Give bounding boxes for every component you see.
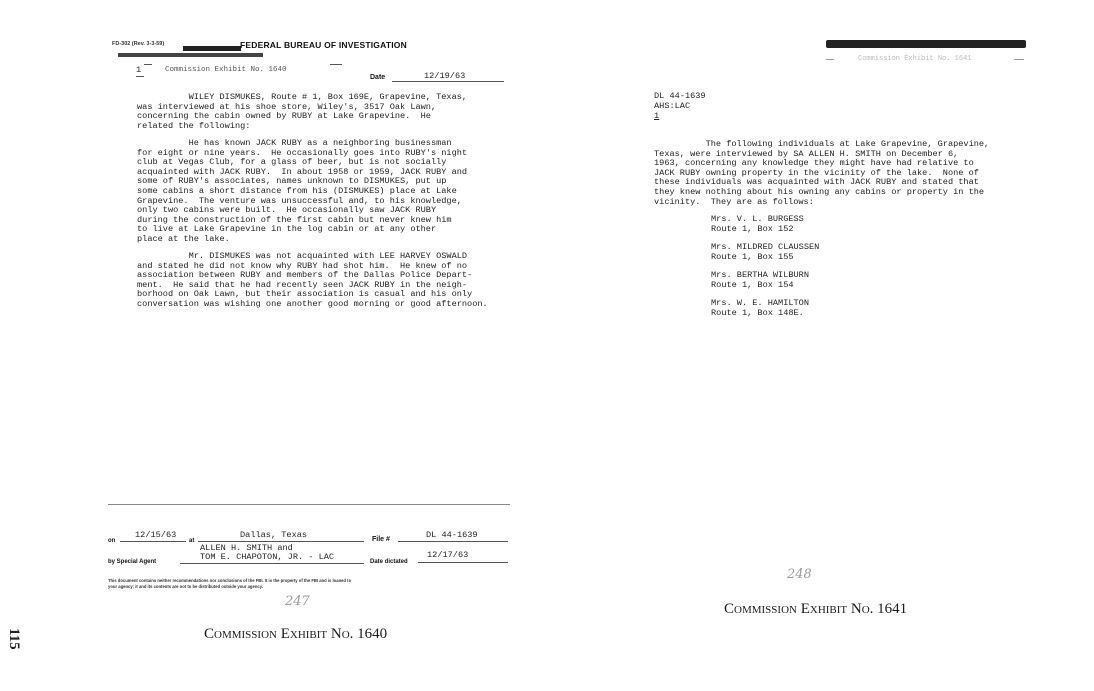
agent-label: by Special Agent — [108, 559, 157, 565]
paragraph-intro: WILEY DISMUKES, Route # 1, Box 169E, Grapevine, Texas, was interviewed at his shoe store, Wiley's, 3517 Oak Lawn, concerning the cabin owned by RUBY at Lake Grapevine. He related the following: — [137, 92, 468, 131]
dash-mark — [144, 64, 152, 65]
paragraph-oswald: Mr. DISMUKES was not acquainted with LEE HARVEY OSWALD and stated he did not know why RUBY had shot him. He knew of no association between RUBY and members of the Dallas Police Depart- ment. He said that he had recently seen JACK RUBY in the neigh- borhood on Oak Lawn, but their association is casual and his only conversation was wishing one another good morning or good afternoon. — [137, 251, 488, 309]
person-address: Route 1, Box 155 — [711, 252, 794, 262]
exhibit-mark: 1 — [136, 65, 142, 75]
initials-reference: AHS:LAC — [654, 101, 691, 111]
on-label: on — [108, 538, 116, 544]
file-label: File # — [372, 536, 390, 543]
agent-line-1: ALLEN H. SMITH and — [200, 543, 293, 553]
dictated-label: Date dictated — [370, 559, 408, 565]
exhibit-caption: Commission Exhibit No. 1641 — [724, 601, 908, 617]
underline — [198, 541, 364, 542]
date-underline — [392, 81, 504, 82]
person-name: Mrs. BERTHA WILBURN — [711, 270, 809, 280]
notice-line-1: This document contains neither recommendations nor conclusions of the FBI. It is the property of the FBI and is loaned to — [108, 578, 352, 583]
file-reference: DL 44-1639 — [654, 91, 706, 101]
form-code: FD-302 (Rev. 3-3-59) — [112, 41, 165, 47]
dash-mark — [826, 59, 834, 60]
file-value: DL 44-1639 — [426, 530, 478, 540]
on-value: 12/15/63 — [135, 530, 177, 540]
at-label: at — [189, 538, 195, 544]
person-name: Mrs. V. L. BURGESS — [711, 214, 804, 224]
page-number: 115 — [6, 628, 22, 650]
handwritten-page-number: 248 — [787, 567, 812, 582]
redaction-bar — [118, 53, 263, 57]
page-reference: 1 — [654, 111, 660, 121]
at-value: Dallas, Texas — [240, 530, 308, 540]
notice-line-2: your agency; it and its contents are not to be distributed outside your agency. — [108, 584, 263, 589]
paragraph-interviews: The following individuals at Lake Grapevine, Grapevine, Texas, were interviewed by SA ALLEN H. SMITH on December 6, 1963, concerning any knowledge they might have had relative to JACK RUBY owning property in the vicinity of the lake. None of these individuals was acquainted with JACK RUBY and stated that they knew nothing about his owning any cabins or property in the vicinity. They are as follows: — [654, 139, 990, 207]
exhibit-caption: Commission Exhibit No. 1640 — [204, 626, 388, 642]
dash-mark — [330, 64, 342, 65]
date-value: 12/19/63 — [424, 71, 466, 81]
person-name: Mrs. MILDRED CLAUSSEN — [711, 242, 820, 252]
person-address: Route 1, Box 152 — [711, 224, 794, 234]
agent-line-2: TOM E. CHAPOTON, JR. - LAC — [200, 552, 335, 562]
person-address: Route 1, Box 154 — [711, 280, 794, 290]
underline — [120, 541, 186, 542]
underline — [418, 562, 508, 563]
date-label: Date — [370, 74, 386, 81]
faded-header: Commission Exhibit No. 1641 — [858, 55, 972, 63]
footer-rule — [108, 504, 510, 505]
person-name: Mrs. W. E. HAMILTON — [711, 298, 809, 308]
underline — [136, 76, 144, 77]
dictated-value: 12/17/63 — [427, 550, 469, 560]
exhibit-header: Commission Exhibit No. 1640 — [165, 66, 287, 74]
dash-mark — [1014, 59, 1024, 60]
handwritten-page-number: 247 — [285, 594, 310, 609]
person-address: Route 1, Box 148E. — [711, 308, 804, 318]
redaction-bar — [183, 46, 241, 51]
underline — [180, 563, 364, 564]
underline — [398, 541, 508, 542]
paragraph-acquaintance: He has known JACK RUBY as a neighboring businessman for eight or nine years. He occasionally goes into RUBY's night club at Vegas Club, for a glass of beer, but is not socially acquainted with JACK RUBY. In about 1958 or 1959, JACK RUBY and some of RUBY's associates, names unknown to DISMUKES, put up some cabins a short distance from his (DISMUKES) place at Lake Grapevine. The venture was unsuccessful and, to his knowledge, only two cabins were built. He occasionally saw JACK RUBY during the construction of the first cabin but never knew him to live at Lake Grapevine in the log cabin or at any other place at the lake. — [137, 138, 468, 244]
redaction-bar — [826, 40, 1026, 48]
agency-title: FEDERAL BUREAU OF INVESTIGATION — [240, 40, 407, 50]
